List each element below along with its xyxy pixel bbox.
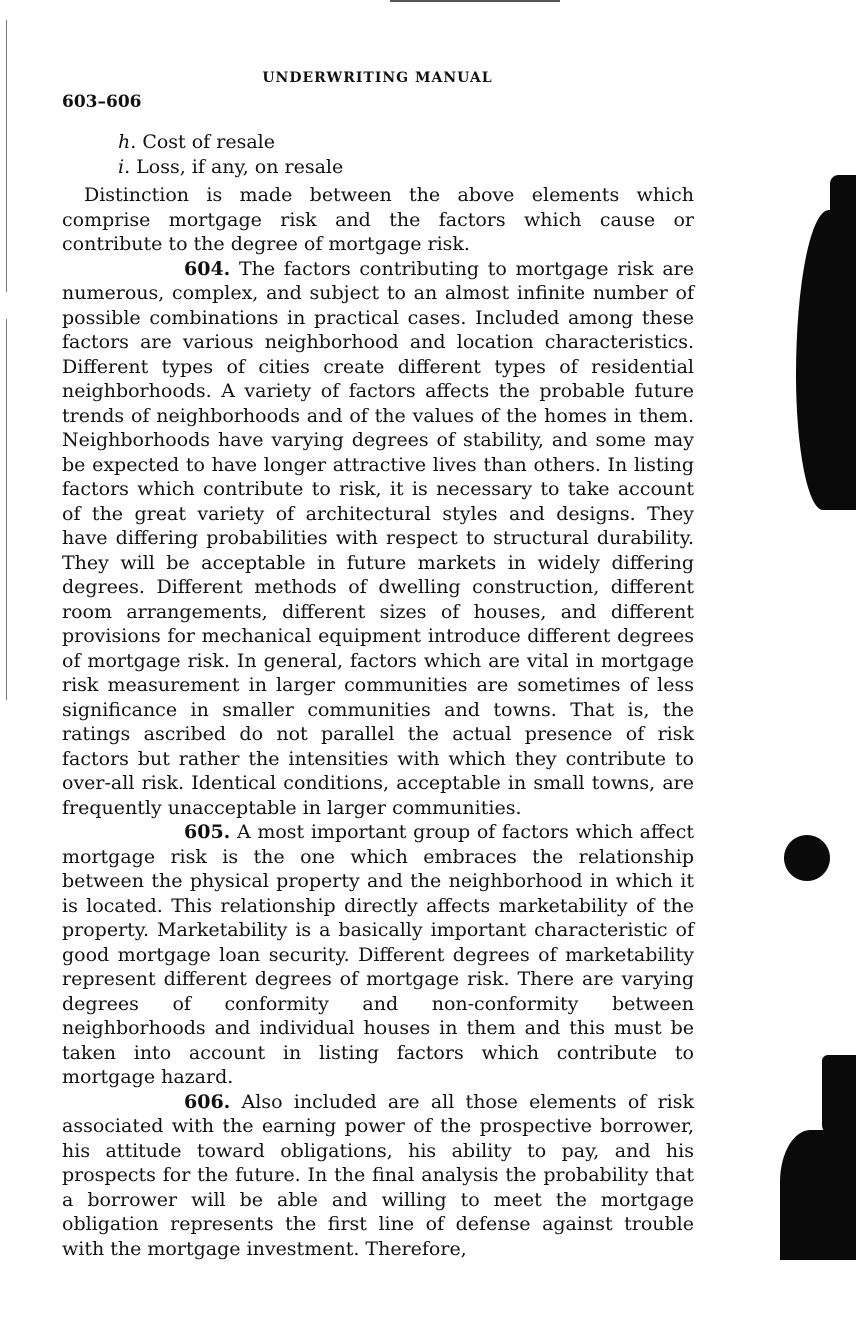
binding-edge (6, 20, 7, 700)
list-item (62, 155, 694, 180)
binding-shadow-dot (784, 835, 830, 881)
paragraph-604 (62, 257, 694, 821)
binding-shadow-large (796, 210, 856, 510)
section-number-606: 606. (184, 1090, 231, 1113)
binding-shadow-lower (822, 1055, 856, 1135)
top-rule (390, 0, 560, 2)
list-item (62, 130, 694, 155)
page-body (62, 130, 694, 1261)
paragraph-606-text: Also included are all those elements of risk associated with the earning power of the prospective borrower, his attitude toward obligations, his ability to pay, and his prospects for the future. In the final analysis the probability that a borrower will be able and willing to meet the mortgage obligation represents the first line of defense against trouble with the mortgage investment. Therefore, (62, 1090, 694, 1260)
running-head: UNDERWRITING MANUAL (262, 70, 493, 86)
paragraph-intro: Distinction is made between the above elements which comprise mortgage risk and the factors which cause or contribute to the degree of mortgage risk. (62, 184, 694, 255)
paragraph-605 (62, 820, 694, 1090)
paragraph-605-text: A most important group of factors which affect mortgage risk is the one which embraces the relationship between the physical property and the neighborhood in which it is located. This relationship directly affects marketability of the property. Marketability is a basically important characteristic of good mortgage loan security. Different degrees of marketability represent different degrees of mortgage risk. There are varying degrees of conformity and non-conformity between neighborhoods and individual houses in them and this must be taken into account in listing factors which contribute to mortgage hazard. (62, 821, 695, 1088)
paragraph-606 (62, 1090, 694, 1262)
list-text: Cost of resale (142, 131, 275, 153)
list-letter: i. (118, 155, 131, 178)
list-text: Loss, if any, on resale (136, 155, 344, 178)
section-number-605: 605. (184, 821, 231, 843)
paragraph-604-text: The factors contributing to mortgage risk are numerous, complex, and subject to an almost infinite number of possible combinations in practical cases. Included among these factors are various neighborhood and location characteristics. Different types of cities create different types of residential neighborhoods. A variety of factors affects the probable future trends of neighborhoods and of the values of the homes in them. Neighborhoods have varying degrees of stability, and some may be expected to have longer attractive lives than others. In listing factors which contribute to risk, it is necessary to take account of the great variety of architectural styles and designs. They have differing probabilities with respect to structural durability. They will be acceptable in future markets in widely differing degrees. Different methods of dwelling construction, different room arrangements, different sizes of houses, and different provisions for mechanical equipment introduce different degrees of mortgage risk. In general, factors which are vital in mortgage risk measurement in larger communities are sometimes of less significance in smaller communities and towns. That is, the ratings ascribed do not parallel the actual presence of risk factors but rather the intensities with which they contribute to over-all risk. Identical conditions, acceptable in small towns, are frequently unacceptable in larger communities. (62, 257, 694, 819)
scan-gutter (766, 0, 856, 1321)
binding-shadow-bottom (780, 1130, 856, 1260)
list-letter: h. (118, 131, 137, 153)
section-range: 603–606 (62, 92, 142, 112)
section-number-604: 604. (184, 257, 231, 280)
